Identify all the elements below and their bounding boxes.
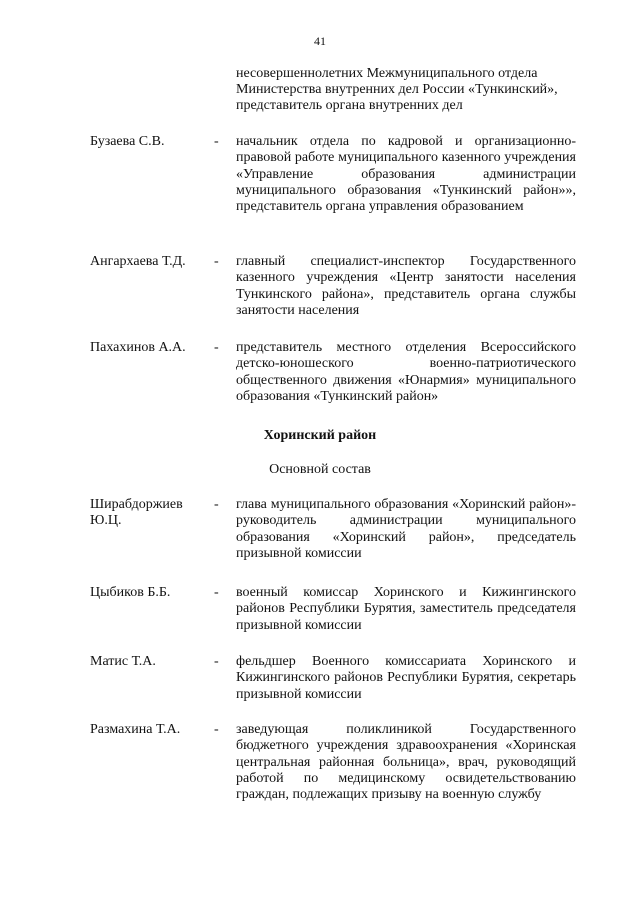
member-name: Бузаева С.В. (90, 134, 165, 149)
continuation-line: представитель органа внутренних дел (236, 98, 463, 113)
member-name: Матис Т.А. (90, 654, 156, 669)
entry-dash: - (214, 497, 219, 512)
section-subheading: Основной состав (269, 462, 371, 477)
entry-dash: - (214, 654, 219, 669)
member-name: Цыбиков Б.Б. (90, 585, 171, 600)
member-name: Ангархаева Т.Д. (90, 254, 186, 269)
member-entry-razmakhina (90, 722, 576, 803)
member-name: Размахина Т.А. (90, 722, 181, 737)
member-description: представитель местного отделения Всероссийского детско-юношеского военно-патриотического общественного движения «Юнармия» муниципального образования «Тункинский район» (236, 340, 576, 404)
member-entry-angarkhaeva (90, 254, 576, 319)
member-entry-pakhakhinov (90, 340, 576, 405)
continuation-text (236, 66, 576, 114)
member-entry-tsybikov (90, 585, 576, 634)
member-entry-shirabdorzhiev (90, 497, 576, 562)
entry-dash: - (214, 585, 219, 600)
entry-dash: - (214, 254, 219, 269)
member-description: фельдшер Военного комиссариата Хоринского и Кижингинского районов Республики Бурятия, секретарь призывной комиссии (236, 654, 576, 702)
entry-dash: - (214, 134, 219, 149)
member-entry-buzaeva (90, 134, 576, 215)
entry-dash: - (214, 722, 219, 737)
member-name: Ширабдоржиев Ю.Ц. (90, 497, 183, 529)
continuation-line: несовершеннолетних Межмуниципального отдела (236, 66, 538, 81)
member-description: заведующая поликлиникой Государственного бюджетного учреждения здравоохранения «Хоринская центральная районная больница», врач, руководящий работой по медицинскому освидетельствованию граждан, подлежащих призыву на военную службу (236, 722, 576, 803)
member-description: глава муниципального образования «Хоринский район»-руководитель администрации муниципального образования «Хоринский район», председатель призывной комиссии (236, 497, 576, 561)
entry-dash: - (214, 340, 219, 355)
continuation-line: Министерства внутренних дел России «Тункинский», (236, 82, 558, 97)
section-heading: Хоринский район (263, 428, 377, 443)
member-name: Пахахинов А.А. (90, 340, 186, 355)
member-description: военный комиссар Хоринского и Кижингинского районов Республики Бурятия, заместитель председателя призывной комиссии (236, 585, 576, 633)
page-number: 41 (314, 34, 326, 48)
member-description: главный специалист-инспектор Государственного казенного учреждения «Центр занятости населения Тункинского района», представитель органа службы занятости населения (236, 254, 576, 318)
member-entry-matis (90, 654, 576, 703)
member-description: начальник отдела по кадровой и организационно-правовой работе муниципального казенного учреждения «Управление образования администрации муниципального образования «Тункинский район»», представитель органа управления образованием (236, 134, 576, 215)
